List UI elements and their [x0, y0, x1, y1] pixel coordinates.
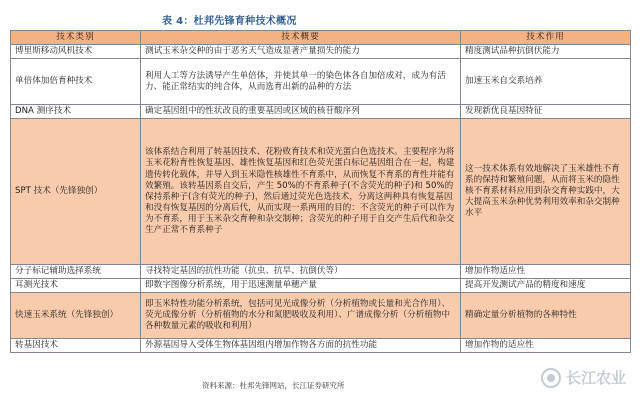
effect-cell: 这一技术体系有效地解决了玉米雄性不育系的保持和繁殖问题，从而将玉米的隐性核不育系材料应用到杂交育种实践中，大大提高玉米杂种优势利用效率和杂交制种水平: [461, 119, 631, 265]
effect-cell: 提高开发测试产品的精度和速度: [461, 279, 631, 293]
summary-cell: 利用人工等方法诱导产生单倍体，并使其单一的染色体各自加倍成对，成为有活力、能正常结实的纯合体，从而选育出新的品种的方法: [141, 59, 461, 105]
watermark-logo-icon: [541, 368, 561, 388]
watermark-text: 长江农业: [565, 369, 626, 387]
category-cell: 耳测光技术: [11, 279, 141, 293]
table-row: [11, 105, 631, 119]
effect-cell: 精度测试品种抗倒伏能力: [461, 45, 631, 59]
table-row: [11, 45, 631, 59]
effect-cell: 发现新优良基因特征: [461, 105, 631, 119]
effect-cell: 增加作物的适应性: [461, 339, 631, 353]
effect-cell: 精确定量分析植物的各种特性: [461, 293, 631, 339]
category-cell: DNA 测序技术: [11, 105, 141, 119]
table-row: [11, 279, 631, 293]
summary-cell: 外源基因导入受体生物体基因组内增加作物各方面的抗性功能: [141, 339, 461, 353]
table-header-row: [11, 31, 631, 45]
header-effect: 技术作用: [461, 31, 631, 45]
summary-cell: 测试玉米杂交种的由于恶劣天气造成显著产量损失的能力: [141, 45, 461, 59]
summary-cell: 即玉米特性功能分析系统，包括可见光成像分析（分析植物或长量和光合作用）、荧光成像分析（分析植物的水分和氮肥吸收及利用）、广谱成像分析（分析植物中各种数量元素的吸收和利用）: [141, 293, 461, 339]
source-note: 资料来源：杜邦先锋网站，长江证券研究所: [202, 381, 345, 390]
category-cell: SPT 技术（先锋独创）: [11, 119, 141, 265]
category-cell: 转基因技术: [11, 339, 141, 353]
table-row: [11, 339, 631, 353]
effect-cell: 加速玉米自交系培养: [461, 59, 631, 105]
effect-cell: 增加作物适应性: [461, 265, 631, 279]
summary-cell: 该体系结合利用了转基因技术、花粉败育技术和荧光蛋白色选技术。主要程序为将玉米花粉育性恢复基因、雄性恢复基因和红色荧光蛋白标记基因组合在一起，构建遗传转化载体，并导入到玉米隐性核雄性不育系中，从而恢复不育系的育性并能有效繁殖。该转基因系自交后，产生 50%的不育系种子(不含荧光的种子)和 50%的保持系种子(含有荧光的种子)，然后通过荧光色选技术，分离这两种具有恢复基因和没有恢复基因的分离后代，从而实现一系两用的目的：不含荧光的种子可以作为为不育系，用于玉米杂交育种和杂交制种；含荧光的种子用于自交产生后代和杂交生产正常不育系种子: [141, 119, 461, 265]
category-cell: 分子标记辅助选择系统: [11, 265, 141, 279]
summary-cell: 确定基因组中的性状改良的重要基因或区域的核苷酸序列: [141, 105, 461, 119]
category-cell: 单倍体加倍育种技术: [11, 59, 141, 105]
header-category: 技术类别: [11, 31, 141, 45]
table-row-highlighted: [11, 119, 631, 265]
table-row: [11, 59, 631, 105]
category-cell: 博里斯移动风机技术: [11, 45, 141, 59]
summary-cell: 即数字图像分析系统，用于迅速测量单穗产量: [141, 279, 461, 293]
table-row: [11, 265, 631, 279]
technology-table: [10, 30, 631, 353]
summary-cell: 寻找特定基因的抗性功能（抗虫、抗旱、抗倒伏等）: [141, 265, 461, 279]
table-title: 表 4：杜邦先锋育种技术概况: [162, 16, 297, 27]
watermark: [541, 367, 626, 388]
category-cell: 快速玉米系统（先锋独创）: [11, 293, 141, 339]
table-row-highlighted: [11, 293, 631, 339]
header-summary: 技术概要: [141, 31, 461, 45]
